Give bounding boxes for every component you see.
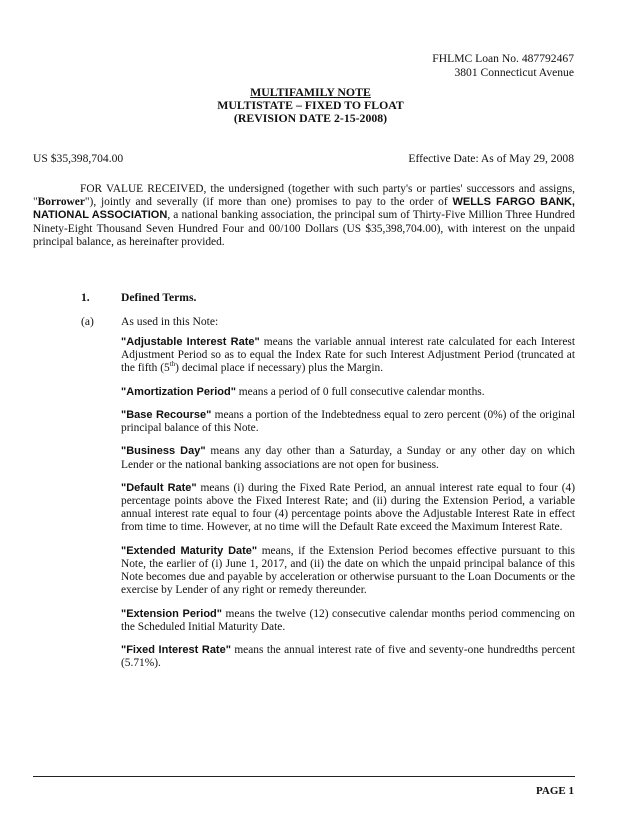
definition-text: means, if the Extension Period becomes effective pursuant to this Note, the earlier of (i) June 1, 2017, and (ii) the date on which the unpaid principal balance of this Note becomes due and payable by acceleration or otherwise pursuant to the Loan Documents or the exercise by Lender of any right or remedy thereunder. [121,544,575,597]
definition-item [121,409,575,435]
intro-text-3: , a national banking association, the principal sum of Thirty-Five Million Three Hundred Ninety-Eight Thousand Seven Hundred Four and 00/100 Dollars (US $35,398,704.00), with interest on the unpaid principal balance, as hereinafter provided. [33,209,575,248]
loan-number: FHLMC Loan No. 487792467 [432,52,574,65]
definition-term: "Fixed Interest Rate" [121,643,231,656]
property-address: 3801 Connecticut Avenue [454,65,574,79]
definition-text: means a period of 0 full consecutive calendar months. [235,385,485,398]
definition-term: "Adjustable Interest Rate" [121,336,260,348]
definitions-list [121,336,575,680]
definition-text-cont: ) decimal place if necessary) plus the Margin. [175,362,384,375]
definition-text: means (i) during the Fixed Rate Period, an annual interest rate equal to four (4) percentage points above the Fixed Interest Rate; and (ii) during the Extension Period, a variable annual interest rate equal to four (4) percentage points above the Adjustable Interest Rate in effect from time to time. However, at no time will the Default Rate exceed the Maximum Interest Rate. [121,481,575,534]
lender-name: WELLS FARGO BANK, NATIONAL ASSOCIATION [33,196,575,222]
definition-term: "Default Rate" [121,481,197,494]
title-line-1: MULTIFAMILY NOTE [250,85,371,99]
definition-item [121,482,575,535]
definition-text: means the twelve (12) consecutive calendar months period commencing on the Scheduled Initial Maturity Date. [121,607,575,633]
effective-date: Effective Date: As of May 29, 2008 [408,152,574,165]
intro-text-2: "), jointly and severally (if more than one) promises to pay to the order of [84,196,453,209]
definition-term: "Base Recourse" [121,408,212,421]
intro-text-1: FOR VALUE RECEIVED, the undersigned (together with such party's or parties' successors and assigns, " [33,183,575,209]
note-amount: US $35,398,704.00 [33,152,124,165]
definition-item [121,445,575,471]
definition-term: "Extension Period" [121,607,222,620]
page-number: PAGE 1 [536,785,574,797]
definition-text: means the variable annual interest rate calculated for each Interest Adjustment Period so as to equal the Index Rate for such Interest Adjustment Period (truncated at the fifth (5 [121,336,576,375]
title-line-2: MULTISTATE – FIXED TO FLOAT [217,98,404,113]
document-title [0,86,621,126]
section-number: 1. [81,291,90,304]
definition-text: means a portion of the Indebtedness equal to zero percent (0%) of the original principal balance of this Note. [121,408,576,435]
definition-item [121,386,575,399]
title-line-3: (REVISION DATE 2-15-2008) [233,111,388,126]
borrower-term: Borrower [37,196,85,209]
definition-term: "Extended Maturity Date" [121,544,258,557]
definition-text: means any day other than a Saturday, a Sunday or any other day on which Lender or the national banking associations are not open for business. [121,445,575,471]
footer-divider [33,776,575,777]
subsection-label: (a) [81,315,94,328]
section-title: Defined Terms. [121,291,197,304]
definition-item [121,336,575,376]
definition-term: "Business Day" [121,445,206,458]
definition-term: "Amortization Period" [121,385,236,398]
subsection-text: As used in this Note: [121,315,219,328]
definition-item [121,608,575,634]
loan-reference [432,52,574,79]
definition-text: means the annual interest rate of five and seventy-one hundredths percent (5.71%). [121,643,575,670]
intro-paragraph [33,183,575,249]
definition-item [121,644,575,670]
definition-superscript: th [169,360,176,369]
definition-item [121,545,575,598]
